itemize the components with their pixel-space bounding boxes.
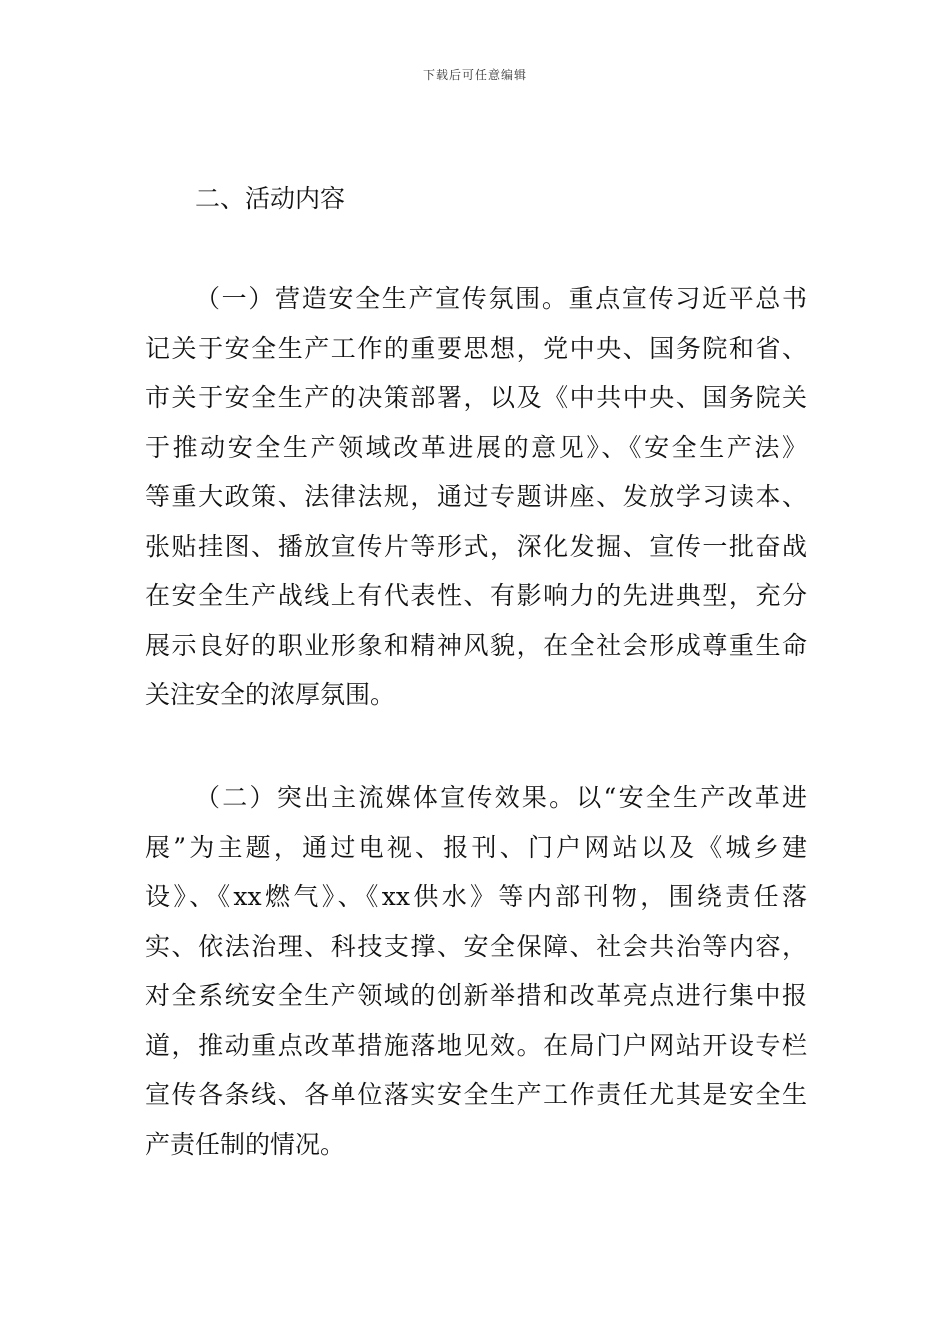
paragraph-line: 记关于安全生产工作的重要思想，党中央、国务院和省、	[145, 333, 807, 363]
paragraph-line: 市关于安全生产的决策部署，以及《中共中央、国务院关	[145, 383, 807, 412]
paragraph-line: 宣传各条线、各单位落实安全生产工作责任尤其是安全生	[145, 1080, 807, 1109]
paragraph-line: 产责任制的情况。	[145, 1129, 346, 1159]
paragraph-line: 关注安全的浓厚氛围。	[145, 680, 396, 709]
paragraph-line: （二）突出主流媒体宣传效果。以“安全生产改革进	[195, 783, 807, 812]
paragraph-media-publicity	[145, 773, 807, 1169]
paragraph-line: 展”为主题，通过电视、报刊、门户网站以及《城乡建	[145, 832, 807, 862]
paragraph-line: 道，推动重点改革措施落地见效。在局门户网站开设专栏	[145, 1030, 807, 1060]
header-note: 下载后可任意编辑	[422, 68, 527, 82]
paragraph-line: 展示良好的职业形象和精神风貌，在全社会形成尊重生命	[145, 630, 807, 660]
paragraph-line: 实、依法治理、科技支撑、安全保障、社会共治等内容，	[145, 931, 807, 961]
paragraph-line: 对全系统安全生产领域的创新举措和改革亮点进行集中报	[145, 981, 807, 1010]
paragraph-publicity-atmosphere	[145, 274, 807, 720]
paragraph-line: （一）营造安全生产宣传氛围。重点宣传习近平总书	[195, 284, 807, 313]
paragraph-line: 等重大政策、法律法规，通过专题讲座、发放学习读本、	[145, 482, 807, 511]
paragraph-line: 张贴挂图、播放宣传片等形式，深化发掘、宣传一批奋战	[145, 531, 807, 561]
paragraph-line: 于推动安全生产领域改革进展的意见》、《安全生产法》	[145, 432, 807, 462]
paragraph-line: 在安全生产战线上有代表性、有影响力的先进典型，充分	[145, 581, 807, 610]
section-heading: 二、活动内容	[195, 184, 346, 213]
paragraph-line: 设》、《xx燃气》、《xx供水》等内部刊物，围绕责任落	[145, 882, 807, 911]
